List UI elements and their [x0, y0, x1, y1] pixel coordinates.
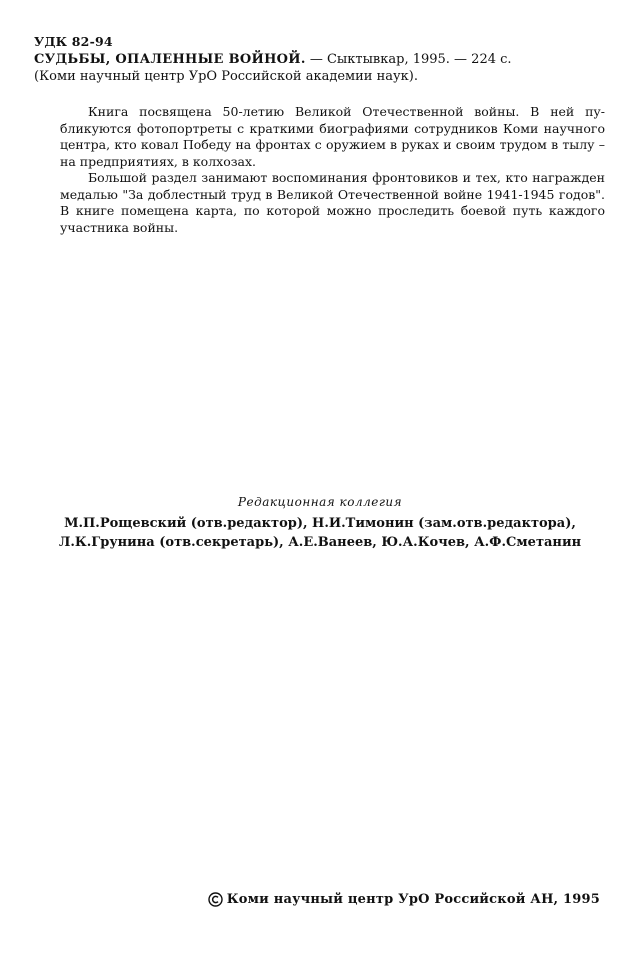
- bibliographic-entry: [34, 51, 614, 85]
- copyright-text: Коми научный центр УрО Российской АН, 1995: [226, 892, 600, 907]
- editorial-board-line-2: Л.К.Грунина (отв.секретарь), А.Е.Ванеев, Ю.А.Кочев, А.Ф.Сметанин: [58, 535, 582, 550]
- book-abstract: [60, 104, 605, 236]
- editorial-board-line-1: М.П.Рощевский (отв.редактор), Н.И.Тимонин (зам.отв.редактора),: [64, 516, 576, 531]
- editorial-board-heading: Редакционная коллегия: [237, 495, 403, 509]
- book-series: (Коми научный центр УрО Российской академии наук).: [34, 69, 418, 84]
- copyright-icon: [208, 892, 223, 907]
- udk-code: УДК 82-94: [34, 34, 113, 49]
- book-imprint: — Сыктывкар, 1995. — 224 с.: [305, 52, 512, 67]
- book-title: СУДЬБЫ, ОПАЛЕННЫЕ ВОЙНОЙ.: [34, 52, 306, 67]
- abstract-paragraph-2: Большой раздел занимают воспоминания фронтовиков и тех, кто награжден медалью "За доблестный труд в Великой Отечественной войне 1941-1945 годов". В книге помещена карта, по которой можно проследить боевой путь каждого участника войны.: [60, 170, 605, 235]
- editorial-board: [0, 494, 640, 552]
- copyright-notice: [208, 892, 600, 907]
- abstract-paragraph-1: Книга посвящена 50-летию Великой Отечественной войны. В ней публикуются фотопортреты с краткими биографиями сотрудников Коми научного центра, кто ковал Победу на фронтах с оружием в руках и своим трудом в тылу – на предприятиях, в колхозах.: [60, 104, 605, 169]
- editorial-board-members: [0, 514, 640, 552]
